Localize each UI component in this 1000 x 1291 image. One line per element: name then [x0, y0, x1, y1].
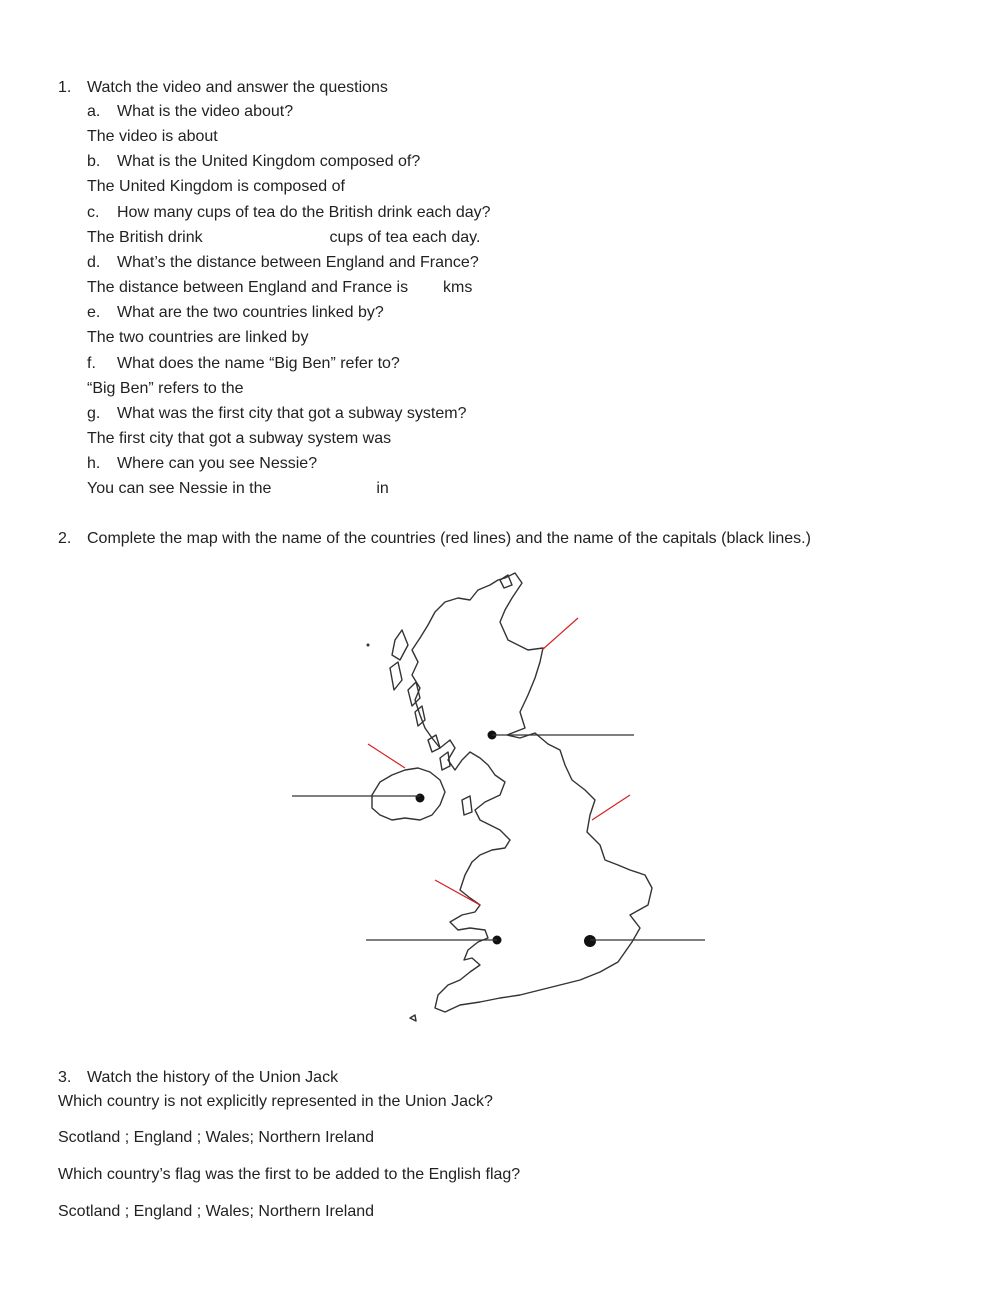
q1c-letter: c.	[87, 204, 100, 221]
q1a-answer	[87, 127, 402, 147]
q1g-letter: g.	[87, 405, 101, 422]
q1f-answer	[87, 379, 428, 399]
q1f-question: What does the name “Big Ben” refer to?	[117, 355, 400, 372]
q1d-answer-suffix: kms	[443, 279, 473, 296]
q1a-answer-prefix: The video is about	[87, 128, 218, 145]
q1-title: Watch the video and answer the questions	[87, 79, 388, 96]
q1a-letter: a.	[87, 103, 101, 120]
q1c-question: How many cups of tea do the British drink each day?	[117, 204, 491, 221]
q1-number: 1.	[58, 79, 72, 96]
q1f-answer-prefix: “Big Ben” refers to the	[87, 380, 244, 397]
country-line-northern-ireland	[368, 744, 405, 768]
q1c-answer-suffix: cups of tea each day.	[329, 229, 481, 246]
q3-question-1: Which country is not explicitly represented in the Union Jack?	[58, 1093, 493, 1110]
q1g-question: What was the first city that got a subway system?	[117, 405, 467, 422]
q1f-letter: f.	[87, 355, 96, 372]
london-dot	[584, 935, 596, 947]
q2-number: 2.	[58, 530, 72, 547]
q1c-answer-prefix: The British drink	[87, 229, 203, 246]
country-line-wales	[435, 880, 480, 905]
q1h-question: Where can you see Nessie?	[117, 455, 318, 472]
country-line-england	[592, 795, 630, 820]
q1d-question: What’s the distance between England and France?	[117, 254, 479, 271]
q1b-answer	[87, 177, 529, 197]
q1h-answer-suffix: in	[376, 480, 389, 497]
q1h-answer-prefix: You can see Nessie in the	[87, 480, 272, 497]
great-britain-outline	[412, 573, 652, 1012]
belfast-dot	[416, 794, 425, 803]
q3-options-1[interactable]: Scotland ; England ; Wales; Northern Ireland	[58, 1129, 375, 1146]
q1g-answer	[87, 429, 576, 449]
q3-title: Watch the history of the Union Jack	[87, 1069, 339, 1086]
q1b-answer-prefix: The United Kingdom is composed of	[87, 178, 345, 195]
q1b-question: What is the United Kingdom composed of?	[117, 153, 421, 170]
q1d-answer-prefix: The distance between England and France is	[87, 279, 409, 296]
q3-options-2[interactable]: Scotland ; England ; Wales; Northern Ireland	[58, 1203, 375, 1220]
q1h-letter: h.	[87, 455, 101, 472]
q1e-answer	[87, 328, 493, 348]
northern-ireland-outline	[372, 768, 445, 820]
q1h-answer	[87, 479, 389, 499]
q1e-question: What are the two countries linked by?	[117, 304, 384, 321]
q1c-answer	[87, 228, 480, 248]
q1e-letter: e.	[87, 304, 101, 321]
q1e-answer-prefix: The two countries are linked by	[87, 329, 309, 346]
q1d-answer	[87, 278, 472, 298]
q2-title: Complete the map with the name of the countries (red lines) and the name of the capitals (black lines.)	[87, 530, 811, 547]
uk-map	[290, 568, 710, 1028]
q3-number: 3.	[58, 1069, 72, 1086]
q3-question-2: Which country’s flag was the first to be added to the English flag?	[58, 1166, 521, 1183]
q1b-letter: b.	[87, 153, 101, 170]
q1d-letter: d.	[87, 254, 101, 271]
country-line-scotland	[542, 618, 578, 650]
q1a-question: What is the video about?	[117, 103, 294, 120]
q1g-answer-prefix: The first city that got a subway system was	[87, 430, 392, 447]
